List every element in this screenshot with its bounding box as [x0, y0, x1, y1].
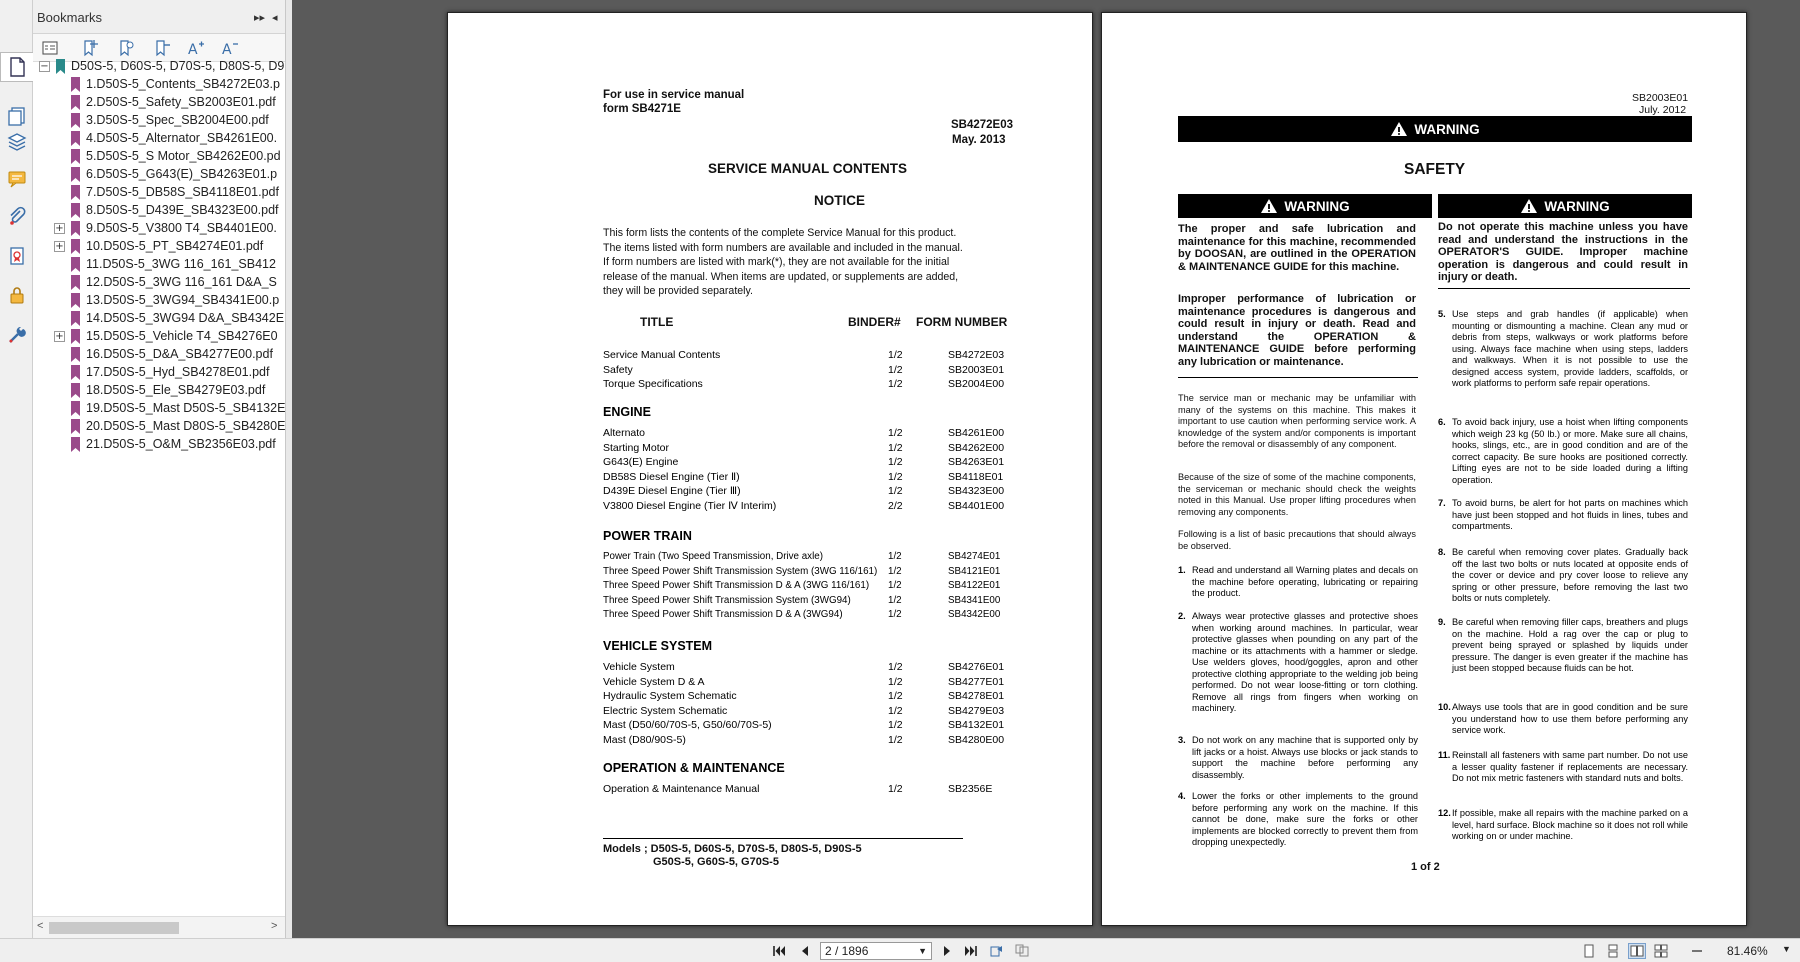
- contents-row: [603, 442, 1023, 456]
- contents-row: [603, 609, 1023, 623]
- bookmark-label: 11.D50S-5_3WG 116_161_SB412: [86, 257, 276, 271]
- new-bookmark-icon[interactable]: [79, 38, 101, 58]
- contents-form-number: SB4276E01: [948, 661, 1005, 673]
- contents-row: [603, 364, 1023, 378]
- bookmark-item[interactable]: [33, 310, 285, 328]
- contents-title: Hydraulic System Schematic: [603, 690, 737, 702]
- contents-form-number: SB4277E01: [948, 675, 1005, 688]
- contents-title: Service Manual Contents: [603, 349, 721, 361]
- right-warning-rule: [1438, 288, 1690, 289]
- page-of-label: 1 of 2: [1411, 861, 1440, 873]
- precaution-item: [1438, 808, 1688, 843]
- precaution-number: 7.: [1438, 498, 1446, 508]
- precaution-item: [1438, 702, 1688, 737]
- text-larger-icon[interactable]: [185, 38, 207, 58]
- contents-title: Mast (D50/60/70S-5, G50/60/70S-5): [603, 719, 772, 731]
- bookmark-icon: [70, 95, 81, 110]
- expand-bookmark-icon[interactable]: +: [55, 331, 64, 342]
- panel-expand-icon[interactable]: ▸▸: [254, 12, 266, 24]
- contents-binder: 1/2: [888, 580, 902, 591]
- bookmark-icon: [70, 167, 81, 182]
- contents-binder: 1/2: [888, 456, 903, 468]
- intro-paragraph-1: The service man or mechanic may be unfamiliar with many of the systems on this machine. This makes it important to use caution when performing service work. A knowledge of the system and/or components is important before the removal or disassembly of any component.: [1178, 393, 1416, 449]
- contents-binder: 1/2: [888, 594, 902, 606]
- bookmark-item[interactable]: [33, 256, 285, 274]
- contents-title: V3800 Diesel Engine (Tier Ⅳ Interim): [603, 499, 777, 512]
- issue-date: May. 2013: [952, 134, 1006, 146]
- contents-binder: 2/2: [888, 499, 903, 512]
- bookmark-icon: [70, 257, 81, 272]
- left-warning-rule: [1178, 377, 1418, 378]
- zoom-dropdown-icon[interactable]: ▼: [1782, 944, 1791, 954]
- precaution-text: Lower the forks or other implements to the ground before performing any work on the machine. If this cannot be done, make sure the forks or other implements are blocked correctly to prevent them from dropping unexpectedly.: [1192, 791, 1418, 847]
- top-warning-label: WARNING: [1414, 121, 1480, 137]
- section-power-train-heading: POWER TRAIN: [603, 529, 692, 543]
- bookmark-tree: [33, 56, 285, 916]
- contents-form-number: SB2356E: [948, 783, 993, 795]
- intro-line: If form numbers are listed with mark(*), they are not available for the initial: [603, 256, 950, 268]
- bookmark-root[interactable]: [33, 58, 285, 76]
- contents-title: Three Speed Power Shift Transmission System (3WG 116/161): [603, 565, 878, 577]
- contents-row: [603, 500, 1023, 514]
- facing-view-icon[interactable]: [1628, 943, 1646, 959]
- precaution-text: Be careful when removing filler caps, breathers and plugs on the machine. Hold a rag over the cap or plug to prevent being sprayed or splashed by liquids under pressure. The danger is even greater if the machine has just been stopped because fluids can be hot.: [1452, 617, 1688, 673]
- contents-form-number: SB4278E01: [948, 690, 1005, 702]
- expand-bookmark-icon[interactable]: +: [55, 223, 64, 234]
- document-title: SERVICE MANUAL CONTENTS: [708, 161, 908, 176]
- precaution-item: [1178, 565, 1418, 600]
- precaution-item: [1438, 498, 1688, 533]
- document-view[interactable]: [292, 0, 1800, 938]
- contents-binder: 1/2: [888, 427, 903, 439]
- bookmark-label: 6.D50S-5_G643(E)_SB4263E01.p: [86, 167, 278, 181]
- left-warning-text: The proper and safe lubrication and maintenance for this machine, recommended by DOOSAN, are outlined in the OPERATION & MAINTENANCE GUIDE for this machine.: [1178, 223, 1416, 273]
- safety-date: July. 2012: [1639, 104, 1687, 116]
- contents-binder: 1/2: [888, 470, 903, 483]
- contents-title: Torque Specifications: [603, 378, 703, 390]
- bookmark-label: 3.D50S-5_Spec_SB2004E00.pdf: [86, 113, 269, 127]
- right-warning-banner: [1438, 194, 1692, 218]
- bookmark-item[interactable]: [33, 436, 285, 454]
- bookmark-item[interactable]: [33, 202, 285, 220]
- expand-bookmark-icon[interactable]: +: [55, 241, 64, 252]
- bookmarks-panel: [33, 0, 286, 938]
- precaution-number: 11.: [1438, 750, 1451, 760]
- contents-form-number: SB4274E01: [948, 551, 1001, 562]
- bookmark-icon: [70, 131, 81, 146]
- bookmark-label: 8.D50S-5_D439E_SB4323E00.pdf: [86, 203, 279, 217]
- page-safety: [1101, 12, 1747, 926]
- precaution-number: 6.: [1438, 417, 1446, 427]
- continuous-facing-view-icon[interactable]: [1652, 943, 1670, 959]
- contents-row: [603, 349, 1023, 363]
- contents-form-number: SB4132E01: [948, 719, 1005, 731]
- contents-title: G643(E) Engine: [603, 456, 679, 468]
- section-vehicle-heading: VEHICLE SYSTEM: [603, 639, 713, 653]
- contents-row: [603, 661, 1023, 675]
- bookmark-item[interactable]: [33, 166, 285, 184]
- bookmark-label: 5.D50S-5_S Motor_SB4262E00.pd: [86, 149, 281, 163]
- precaution-item: [1178, 611, 1418, 715]
- bookmark-label: 15.D50S-5_Vehicle T4_SB4276E0: [86, 329, 278, 343]
- bookmark-item[interactable]: [33, 382, 285, 400]
- signatures-icon[interactable]: [4, 241, 30, 271]
- bookmarks-panel-title: Bookmarks: [37, 10, 103, 25]
- precaution-text: Read and understand all Warning plates and decals on the machine before operating, lubricating or repairing the product.: [1192, 565, 1418, 598]
- contents-binder: 1/2: [888, 690, 903, 702]
- precaution-number: 10.: [1438, 702, 1451, 712]
- svg-text:A: A: [222, 42, 232, 57]
- contents-form-number: SB4262E00: [948, 441, 1005, 454]
- contents-row: [603, 427, 1023, 441]
- left-warning-text-2: Improper performance of lubrication or maintenance procedures is dangerous and could result in injury or death. Read and understand the OPERATION & MAINTENANCE GUIDE before performing any lubrication or maintenance.: [1178, 293, 1416, 368]
- intro-line: release of the manual. When items are updated, or supplements are added,: [603, 270, 959, 283]
- precaution-item: [1438, 547, 1688, 605]
- next-page-icon[interactable]: [938, 943, 956, 959]
- bookmark-label: 20.D50S-5_Mast D80S-5_SB4280E: [86, 419, 285, 433]
- precaution-text: Do not work on any machine that is supported only by lift jacks or a hoist. Always use blocks or jack stands to support the machine before performing any disassembly.: [1192, 735, 1418, 780]
- contents-form-number: SB4342E00: [948, 609, 1001, 620]
- bookmark-item[interactable]: [33, 184, 285, 202]
- bookmark-item[interactable]: [33, 292, 285, 310]
- top-warning-banner: [1178, 116, 1692, 142]
- scrollbar-thumb[interactable]: [49, 922, 179, 934]
- contents-title: Starting Motor: [603, 441, 669, 454]
- intro-line: This form lists the contents of the complete Service Manual for this product.: [603, 227, 957, 239]
- status-bar: [0, 938, 1800, 962]
- bookmark-icon: [70, 203, 81, 218]
- precaution-item: [1178, 735, 1418, 781]
- bookmark-label: 16.D50S-5_D&A_SB4277E00.pdf: [86, 347, 273, 361]
- contents-binder: 1/2: [888, 565, 902, 577]
- column-form-number: FORM NUMBER: [916, 315, 1008, 329]
- contents-binder: 1/2: [888, 441, 903, 454]
- contents-title: Three Speed Power Shift Transmission D & A (3WG 116/161): [603, 580, 870, 591]
- intro-line: The items listed with form numbers are available and included in the manual.: [603, 241, 963, 254]
- contents-title: Alternato: [603, 427, 646, 439]
- precaution-text: If possible, make all repairs with the machine parked on a level, hard surface. Block machine so it does not roll while working on or under machine.: [1452, 808, 1688, 841]
- safety-form-code: SB2003E01: [1632, 92, 1689, 104]
- contents-row: [603, 485, 1023, 499]
- contents-binder: 1/2: [888, 363, 903, 376]
- contents-row: [603, 690, 1023, 704]
- precaution-item: [1438, 750, 1688, 785]
- precaution-text: Be careful when removing cover plates. Gradually back off the last two bolts or nuts located at opposite ends of the cover or device and pry cover loose to relieve any spring or other pressure, before removing the last two bolts or nuts completely.: [1452, 547, 1688, 603]
- warning-triangle-icon: [1260, 198, 1278, 214]
- form-code: SB4272E03: [951, 119, 1014, 131]
- collapse-root-icon[interactable]: −: [40, 61, 49, 72]
- contents-row: [603, 580, 1023, 594]
- panel-collapse-icon[interactable]: ◂: [272, 12, 278, 24]
- first-page-icon[interactable]: [770, 943, 788, 959]
- contents-row: [603, 719, 1023, 733]
- continuous-view-icon[interactable]: [1604, 943, 1622, 959]
- bookmark-item[interactable]: [33, 220, 285, 238]
- contents-title: Safety: [603, 363, 633, 376]
- contents-binder: 1/2: [888, 485, 903, 497]
- page-number-input[interactable]: [820, 942, 932, 960]
- contents-row: [603, 705, 1023, 719]
- contents-form-number: SB4279E03: [948, 704, 1005, 717]
- bookmark-item[interactable]: [33, 364, 285, 382]
- bookmark-icon: [70, 293, 81, 308]
- column-title: TITLE: [640, 315, 674, 329]
- security-lock-icon[interactable]: [4, 280, 30, 310]
- left-warning-label: WARNING: [1284, 198, 1350, 214]
- contents-title: Vehicle System: [603, 661, 675, 673]
- contents-title: Mast (D80/90S-5): [603, 733, 686, 746]
- bookmarks-panel-header: [33, 0, 285, 34]
- precaution-number: 2.: [1178, 611, 1186, 621]
- bookmark-item[interactable]: [33, 346, 285, 364]
- layers-icon[interactable]: [4, 126, 30, 156]
- contents-row: [603, 566, 1023, 580]
- contents-binder: 1/2: [888, 551, 902, 562]
- bookmark-item[interactable]: [33, 112, 285, 130]
- contents-title: Operation & Maintenance Manual: [603, 783, 760, 795]
- zoom-level[interactable]: 81.46%: [1727, 944, 1768, 958]
- intro-line: they will be provided separately.: [603, 285, 753, 297]
- bookmark-icon: [70, 419, 81, 434]
- comments-icon[interactable]: [4, 164, 30, 194]
- navigation-rail: [0, 0, 33, 962]
- precaution-text: Always wear protective glasses and protective shoes when working around machines. In particular, wear protective glasses when pounding on any part of the machine or its attachments with a hammer or sledge. Use welders gloves, hood/goggles, apron and other protective clothing appropriate to the welding job being performed. Do not wear loose-fitting or torn clothing. Remove all rings from fingers when working on machinery.: [1192, 611, 1418, 713]
- contents-binder: 1/2: [888, 733, 903, 746]
- contents-form-number: SB4261E00: [948, 427, 1005, 439]
- header-line-2: form SB4271E: [603, 103, 681, 115]
- left-warning-banner: [1178, 194, 1432, 218]
- precaution-item: [1438, 309, 1688, 390]
- bookmark-item[interactable]: [33, 400, 285, 418]
- collapse-bookmark-icon[interactable]: [151, 38, 173, 58]
- right-warning-label: WARNING: [1544, 198, 1610, 214]
- bookmark-icon: [70, 239, 81, 254]
- section-engine-heading: ENGINE: [603, 405, 651, 419]
- bookmark-label: 9.D50S-5_V3800 T4_SB4401E00.: [86, 221, 277, 235]
- contents-form-number: SB4401E00: [948, 499, 1005, 512]
- bookmark-icon: [70, 329, 81, 344]
- contents-form-number: SB4263E01: [948, 456, 1005, 468]
- precaution-number: 12.: [1438, 808, 1451, 818]
- contents-form-number: SB4280E00: [948, 733, 1005, 746]
- bookmarks-panel-icon[interactable]: [0, 52, 33, 82]
- bookmark-icon: [70, 437, 81, 452]
- contents-title: Power Train (Two Speed Transmission, Drive axle): [603, 551, 823, 562]
- contents-title: Electric System Schematic: [603, 704, 728, 717]
- precaution-text: To avoid back injury, use a hoist when lifting components which weigh 23 kg (50 lb.) or more. Make sure all chains, hooks, slings, etc., are in good condition and are of the correct capacity. Be sure hooks are positioned correctly. Lifting eyes are not to be side loaded during a lifting operation.: [1452, 417, 1688, 485]
- bookmark-label: 19.D50S-5_Mast D50S-5_SB4132E: [86, 401, 285, 415]
- warning-triangle-icon: [1520, 198, 1538, 214]
- intro-paragraph-2: Because of the size of some of the machine components, the serviceman or mechanic should check the weights noted in this Manual. Use proper lifting procedures when removing any components.: [1178, 472, 1416, 517]
- precaution-number: 5.: [1438, 309, 1446, 319]
- panel-horizontal-scrollbar[interactable]: [33, 916, 285, 938]
- contents-title: D439E Diesel Engine (Tier Ⅲ): [603, 485, 741, 497]
- models-line-1: Models ; D50S-5, D60S-5, D70S-5, D80S-5, D90S-5: [603, 843, 862, 855]
- attachments-icon[interactable]: [4, 202, 30, 232]
- zoom-out-icon[interactable]: [1688, 943, 1706, 959]
- contents-binder: 1/2: [888, 704, 903, 717]
- bookmark-label: 18.D50S-5_Ele_SB4279E03.pdf: [86, 383, 266, 397]
- bookmark-label: 7.D50S-5_DB58S_SB4118E01.pdf: [86, 185, 279, 199]
- bookmark-icon: [70, 311, 81, 326]
- contents-form-number: SB2004E00: [948, 378, 1005, 390]
- expand-bookmark-icon[interactable]: [115, 38, 137, 58]
- precaution-text: Use steps and grab handles (if applicable) when mounting or dismounting a machine. Clean any mud or debris from steps, walkways or work platforms before using. Always face machine when using steps, ladders and walkways. When it is not possible to use the designed access system, provide ladders, scaffolds, or work platforms to perform safe repair operations.: [1452, 309, 1688, 388]
- precaution-item: [1178, 791, 1418, 849]
- precaution-item: [1438, 617, 1688, 675]
- contents-form-number: SB4341E00: [948, 594, 1001, 606]
- bookmark-icon: [70, 383, 81, 398]
- precaution-text: Reinstall all fasteners with same part number. Do not use a lesser quality fastener if replacements are necessary. Do not mix metric fasteners with standard nuts and bolts.: [1452, 750, 1688, 783]
- contents-binder: 1/2: [888, 675, 903, 688]
- bookmark-icon: [70, 365, 81, 380]
- contents-form-number: SB4122E01: [948, 580, 1001, 591]
- bookmark-item[interactable]: [33, 148, 285, 166]
- bookmark-item[interactable]: [33, 130, 285, 148]
- precaution-text: To avoid burns, be alert for hot parts on machines which have just been stopped and hot fluids in lines, tubes and compartments.: [1452, 498, 1688, 531]
- section-om-heading: OPERATION & MAINTENANCE: [603, 761, 785, 775]
- single-page-view-icon[interactable]: [1580, 943, 1598, 959]
- contents-binder: 1/2: [888, 378, 903, 390]
- page-service-manual-contents: [447, 12, 1093, 926]
- bookmark-icon: [70, 401, 81, 416]
- contents-binder: 1/2: [888, 609, 902, 620]
- previous-page-icon[interactable]: [796, 943, 814, 959]
- bookmark-root-label: D50S-5, D60S-5, D70S-5, D80S-5, D9: [71, 59, 285, 73]
- notice-heading: NOTICE: [814, 193, 866, 208]
- precaution-number: 1.: [1178, 565, 1186, 575]
- page-dropdown-icon[interactable]: ▼: [918, 946, 927, 956]
- bookmark-label: 12.D50S-5_3WG 116_161 D&A_S: [86, 275, 277, 289]
- contents-row: [603, 783, 1023, 797]
- bookmark-icon: [70, 113, 81, 128]
- header-line-1: For use in service manual: [603, 89, 745, 101]
- right-warning-text: Do not operate this machine unless you have read and understand the instructions in the OPERATOR'S GUIDE. Improper machine operation is dangerous and could result in injury or death.: [1438, 221, 1688, 283]
- bookmark-item[interactable]: [33, 238, 285, 256]
- scroll-left-icon[interactable]: <: [37, 920, 44, 932]
- contents-form-number: SB4323E00: [948, 485, 1005, 497]
- bookmark-item[interactable]: [33, 94, 285, 112]
- next-view-icon[interactable]: [1013, 943, 1031, 959]
- contents-row: [603, 551, 1023, 565]
- bookmark-label: 2.D50S-5_Safety_SB2003E01.pdf: [86, 95, 276, 109]
- bookmark-label: 13.D50S-5_3WG94_SB4341E00.p: [86, 293, 280, 307]
- contents-title: Three Speed Power Shift Transmission System (3WG94): [603, 594, 851, 606]
- bookmark-label: 1.D50S-5_Contents_SB4272E03.p: [86, 77, 280, 91]
- column-binder: BINDER#: [848, 315, 901, 329]
- bookmark-label: 21.D50S-5_O&M_SB2356E03.pdf: [86, 437, 276, 451]
- contents-binder: 1/2: [888, 719, 903, 731]
- contents-row: [603, 378, 1023, 392]
- contents-title: DB58S Diesel Engine (Tier Ⅱ): [603, 470, 740, 483]
- precaution-number: 4.: [1178, 791, 1186, 801]
- contents-row: [603, 676, 1023, 690]
- bookmark-icon: [70, 221, 81, 236]
- contents-form-number: SB2003E01: [948, 363, 1005, 376]
- precaution-number: 9.: [1438, 617, 1446, 627]
- bookmark-options-icon[interactable]: [39, 38, 61, 58]
- bookmark-item[interactable]: [33, 328, 285, 346]
- bookmark-icon: [70, 185, 81, 200]
- warning-triangle-icon: [1390, 121, 1408, 137]
- contents-binder: 1/2: [888, 661, 903, 673]
- scroll-right-icon[interactable]: >: [271, 920, 278, 932]
- bookmark-label: 10.D50S-5_PT_SB4274E01.pdf: [86, 239, 264, 253]
- contents-form-number: SB4118E01: [948, 470, 1004, 483]
- contents-row: [603, 471, 1023, 485]
- contents-form-number: SB4121E01: [948, 565, 1001, 577]
- previous-view-icon[interactable]: [988, 943, 1006, 959]
- precaution-number: 3.: [1178, 735, 1186, 745]
- bookmark-icon: [70, 347, 81, 362]
- bookmark-icon: [70, 77, 81, 92]
- tools-icon[interactable]: [4, 320, 30, 350]
- svg-text:A: A: [188, 42, 198, 57]
- bookmark-item[interactable]: [33, 274, 285, 292]
- precaution-number: 8.: [1438, 547, 1446, 557]
- models-line-2: G50S-5, G60S-5, G70S-5: [653, 856, 779, 868]
- page-number-value: 2 / 1896: [825, 944, 869, 958]
- bookmark-label: 17.D50S-5_Hyd_SB4278E01.pdf: [86, 365, 270, 379]
- text-smaller-icon[interactable]: [219, 38, 241, 58]
- bookmark-item[interactable]: [33, 76, 285, 94]
- footer-rule: [603, 838, 963, 839]
- last-page-icon[interactable]: [962, 943, 980, 959]
- precaution-text: Always use tools that are in good condition and be sure you understand how to use them before performing any service work.: [1452, 702, 1688, 735]
- intro-paragraph-3: Following is a list of basic precautions that should always be observed.: [1178, 529, 1416, 551]
- contents-binder: 1/2: [888, 349, 903, 361]
- safety-title: SAFETY: [1404, 161, 1466, 178]
- bookmark-label: 4.D50S-5_Alternator_SB4261E00.: [86, 131, 278, 145]
- bookmark-item[interactable]: [33, 418, 285, 436]
- contents-title: Vehicle System D & A: [603, 675, 705, 688]
- contents-row: [603, 734, 1023, 748]
- bookmark-icon: [70, 275, 81, 290]
- precaution-item: [1438, 417, 1688, 486]
- contents-title: Three Speed Power Shift Transmission D & A (3WG94): [603, 609, 843, 620]
- contents-binder: 1/2: [888, 783, 903, 795]
- contents-form-number: SB4272E03: [948, 349, 1005, 361]
- bookmark-label: 14.D50S-5_3WG94 D&A_SB4342E: [86, 311, 285, 325]
- contents-row: [603, 456, 1023, 470]
- contents-row: [603, 595, 1023, 609]
- root-bookmark-icon: [55, 59, 66, 74]
- bookmark-icon: [70, 149, 81, 164]
